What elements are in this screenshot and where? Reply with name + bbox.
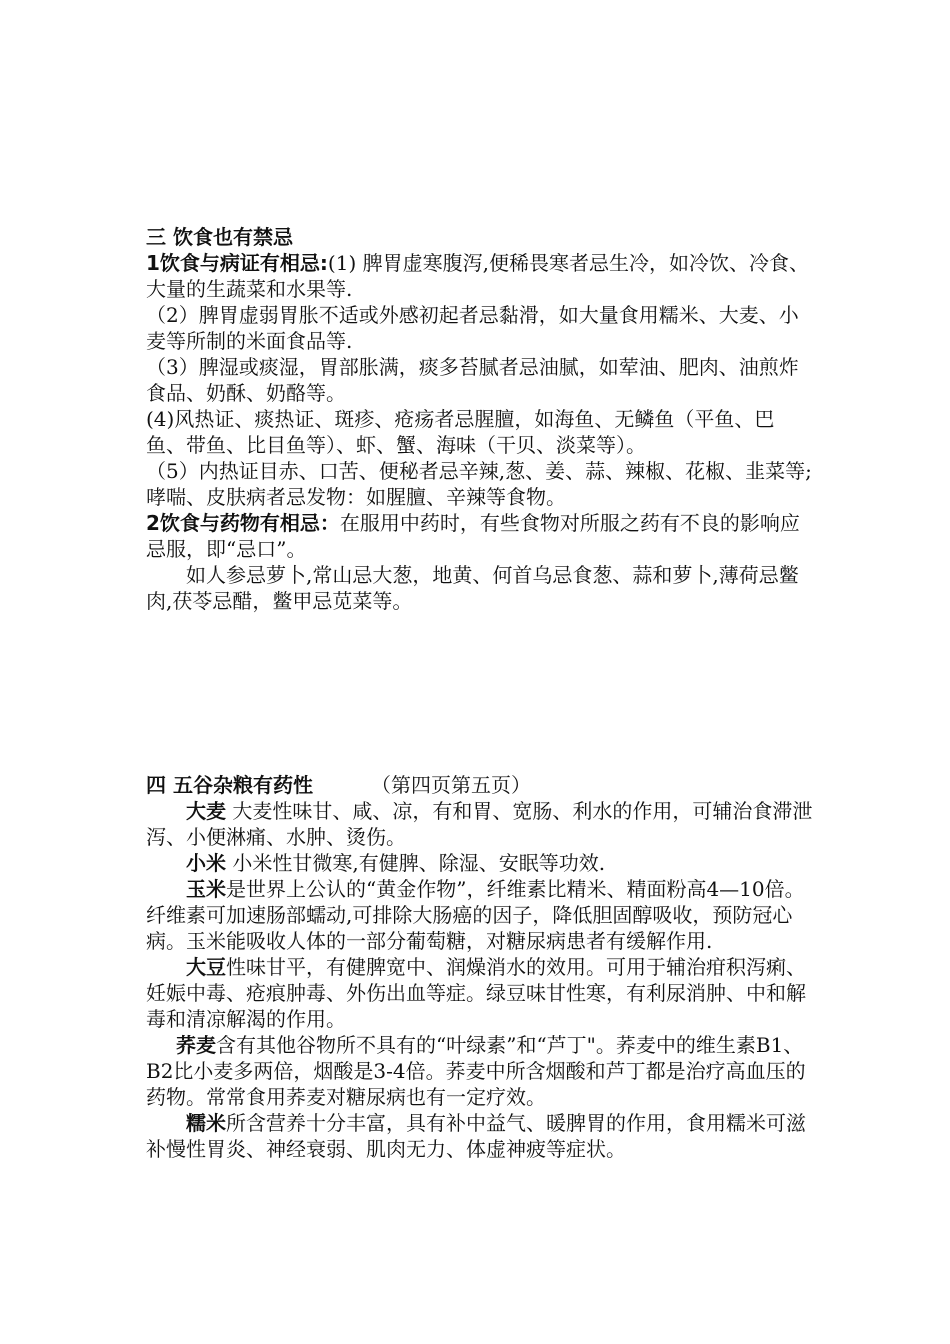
grain-term: 小米 [186, 851, 226, 875]
paragraph-text: 在服用中药时，有些食物对所服之药有不良的影响应忌服，即“忌口”。 [146, 511, 800, 561]
section-diet-taboos [146, 224, 814, 614]
grain-text: 是世界上公认的“黄金作物”，纤维素比精米、精面粉高4—10倍。纤维素可加速肠部蠕动,可排除大肠癌的因子，降低胆固醇吸收，预防冠心病。玉米能吸收人体的一部分葡萄糖，对糖尿病患者有缓解作用. [146, 877, 805, 953]
section-title-line [146, 772, 814, 798]
grain-term: 大豆 [186, 955, 226, 979]
grain-text: 所含营养十分丰富，具有补中益气、暖脾胃的作用，食用糯米可滋补慢性胃炎、神经衰弱、肌肉无力、体虚神疲等症状。 [146, 1111, 806, 1161]
grain-text: 含有其他谷物所不具有的“叶绿素”和“芦丁"。荞麦中的维生素B1、B2比小麦多两倍，烟酸是3-4倍。荞麦中所含烟酸和芦丁都是治疗高血压的药物。常常食用荞麦对糖尿病也有一定疗效。 [146, 1033, 806, 1109]
paragraph: 如人参忌萝卜,常山忌大葱，地黄、何首乌忌食葱、蒜和萝卜,薄荷忌鳖肉,茯苓忌醋，鳖甲忌苋菜等。 [146, 563, 799, 613]
grain-text: 性味甘平，有健脾宽中、润燥消水的效用。可用于辅治疳积泻痢、妊娠中毒、疮痕肿毒、外伤出血等症。绿豆味甘性寒，有利尿消肿、中和解毒和清凉解渴的作用。 [146, 955, 806, 1031]
grain-term: 荞麦 [176, 1033, 216, 1057]
paragraph: （3）脾湿或痰湿，胃部胀满，痰多苔腻者忌油腻，如荤油、肥肉、油煎炸食品、奶酥、奶酪等。 [146, 355, 799, 405]
grain-item [146, 1110, 814, 1162]
grain-text: 小米性甘微寒,有健脾、除湿、安眠等功效. [226, 851, 606, 875]
page-note: （第四页第五页） [370, 773, 531, 797]
paragraph-text: (1) 脾胃虚寒腹泻,便稀畏寒者忌生冷，如冷饮、冷食、大量的生蔬菜和水果等. [146, 251, 809, 301]
paragraph [146, 510, 814, 562]
grain-text: 大麦性味甘、咸、凉，有和胃、宽肠、利水的作用，可辅治食滞泄泻、小便淋痛、水肿、烫伤。 [146, 799, 813, 849]
paragraph: （2）脾胃虚弱胃胀不适或外感初起者忌黏滑，如大量食用糯米、大麦、小麦等所制的米面食品等. [146, 303, 799, 353]
paragraph: (4)风热证、痰热证、斑疹、疮疡者忌腥膻，如海鱼、无鳞鱼（平鱼、巴鱼、带鱼、比目鱼等）、虾、蟹、海味（干贝、淡菜等）。 [146, 407, 775, 457]
paragraph: （5）内热证目赤、口苦、便秘者忌辛辣,葱、姜、蒜、辣椒、花椒、韭菜等;哮喘、皮肤病者忌发物：如腥膻、辛辣等食物。 [146, 459, 812, 509]
grain-term: 糯米 [186, 1111, 226, 1135]
grain-item [146, 798, 814, 850]
grain-item [146, 876, 814, 954]
paragraph [146, 250, 814, 302]
grain-term: 大麦 [186, 799, 226, 823]
grain-item [146, 1032, 814, 1110]
grain-item [146, 850, 814, 876]
grain-item [146, 954, 814, 1032]
section-title: 三 饮食也有禁忌 [146, 225, 293, 249]
section-grains-medicinal [146, 772, 814, 1162]
section-title: 四 五谷杂粮有药性 [146, 773, 313, 797]
paragraph-label: 2饮食与药物有相忌： [146, 511, 340, 535]
paragraph-label: 1饮食与病证有相忌: [146, 251, 328, 275]
grain-term: 玉米 [186, 877, 226, 901]
